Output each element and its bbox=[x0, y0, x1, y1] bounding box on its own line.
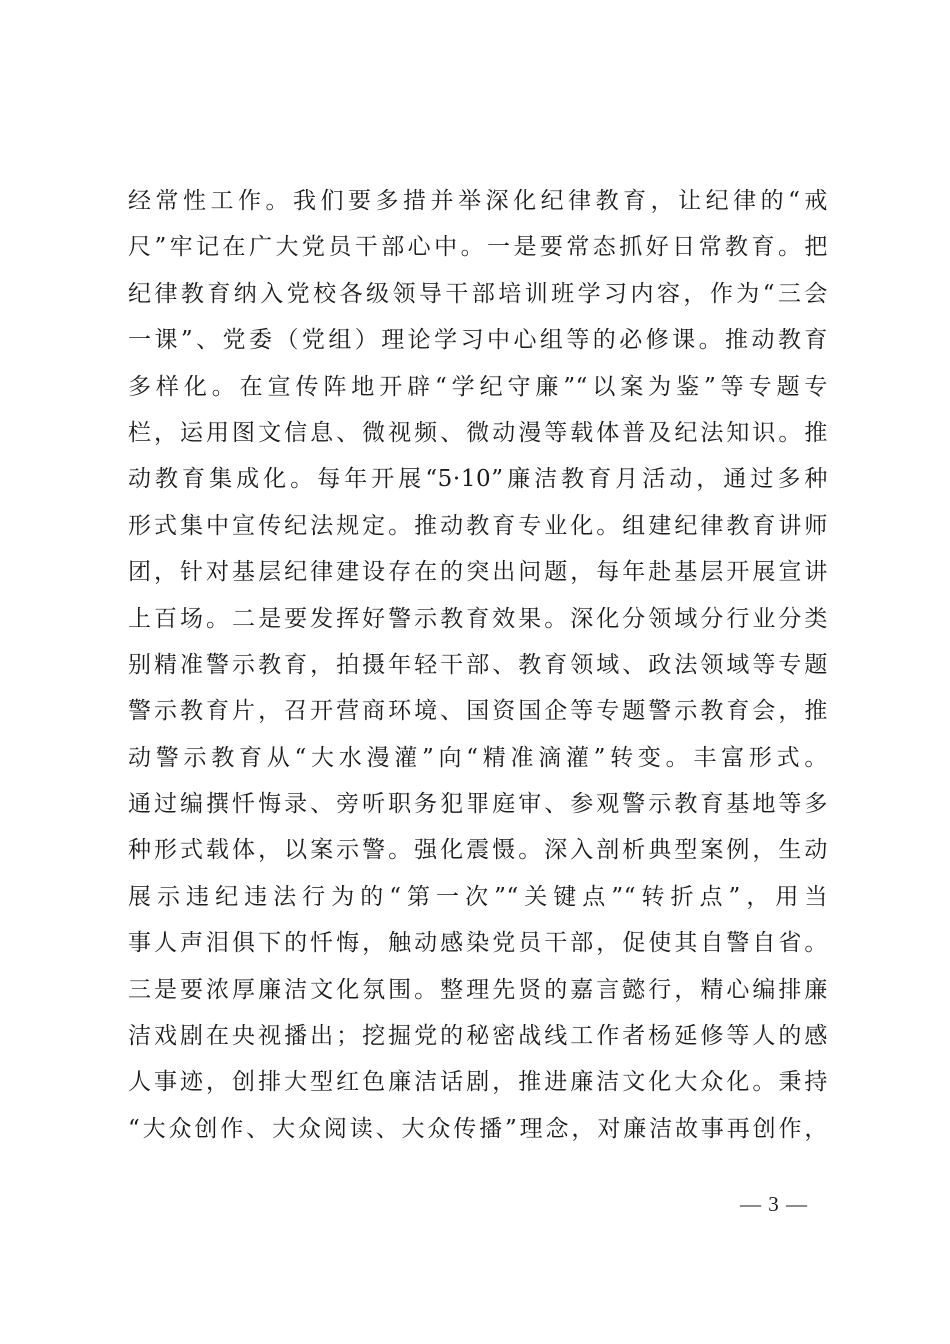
text-line-6: 栏，运用图文信息、微视频、微动漫等载体普及纪法知识。推 bbox=[128, 419, 828, 446]
text-line-13: 动警示教育从“大水漫灌”向“精准滴灌”转变。丰富形式。 bbox=[128, 744, 828, 771]
text-line-5: 多样化。在宣传阵地开辟“学纪守廉”“以案为鉴”等专题专 bbox=[128, 373, 828, 400]
text-line-7: 动教育集成化。每年开展“5·10”廉洁教育月活动，通过多种 bbox=[128, 466, 828, 493]
text-line-10: 上百场。二是要发挥好警示教育效果。深化分领域分行业分类 bbox=[128, 605, 828, 632]
text-line-15: 种形式载体，以案示警。强化震慑。深入剖析典型案例，生动 bbox=[128, 837, 828, 864]
text-line-9: 团，针对基层纪律建设存在的突出问题，每年赴基层开展宣讲 bbox=[128, 559, 828, 586]
text-line-21: “大众创作、大众阅读、大众传播”理念，对廉洁故事再创作， bbox=[128, 1115, 828, 1142]
text-line-3: 纪律教育纳入党校各级领导干部培训班学习内容，作为“三会 bbox=[128, 280, 828, 307]
text-line-18: 三是要浓厚廉洁文化氛围。整理先贤的嘉言懿行，精心编排廉 bbox=[128, 976, 828, 1003]
text-line-20: 人事迹，创排大型红色廉洁话剧，推进廉洁文化大众化。秉持 bbox=[128, 1069, 828, 1096]
text-line-17: 事人声泪俱下的忏悔，触动感染党员干部，促使其自警自省。 bbox=[128, 930, 828, 957]
text-line-8: 形式集中宣传纪法规定。推动教育专业化。组建纪律教育讲师 bbox=[128, 512, 828, 539]
text-line-4: 一课”、党委（党组）理论学习中心组等的必修课。推动教育 bbox=[128, 327, 828, 354]
text-line-11: 别精准警示教育，拍摄年轻干部、教育领域、政法领域等专题 bbox=[128, 651, 828, 678]
text-line-12: 警示教育片，召开营商环境、国资国企等专题警示教育会，推 bbox=[128, 698, 828, 725]
text-line-1: 经常性工作。我们要多措并举深化纪律教育，让纪律的“戒 bbox=[128, 188, 828, 214]
text-line-2: 尺”牢记在广大党员干部心中。一是要常态抓好日常教育。把 bbox=[128, 234, 828, 261]
page-number: — 3 — bbox=[740, 1192, 808, 1216]
text-line-14: 通过编撰忏悔录、旁听职务犯罪庭审、参观警示教育基地等多 bbox=[128, 791, 828, 818]
text-line-19: 洁戏剧在央视播出；挖掘党的秘密战线工作者杨延修等人的感 bbox=[128, 1023, 828, 1050]
body-text bbox=[128, 178, 828, 1152]
text-line-16: 展示违纪违法行为的“第一次”“关键点”“转折点”，用当 bbox=[128, 883, 828, 910]
